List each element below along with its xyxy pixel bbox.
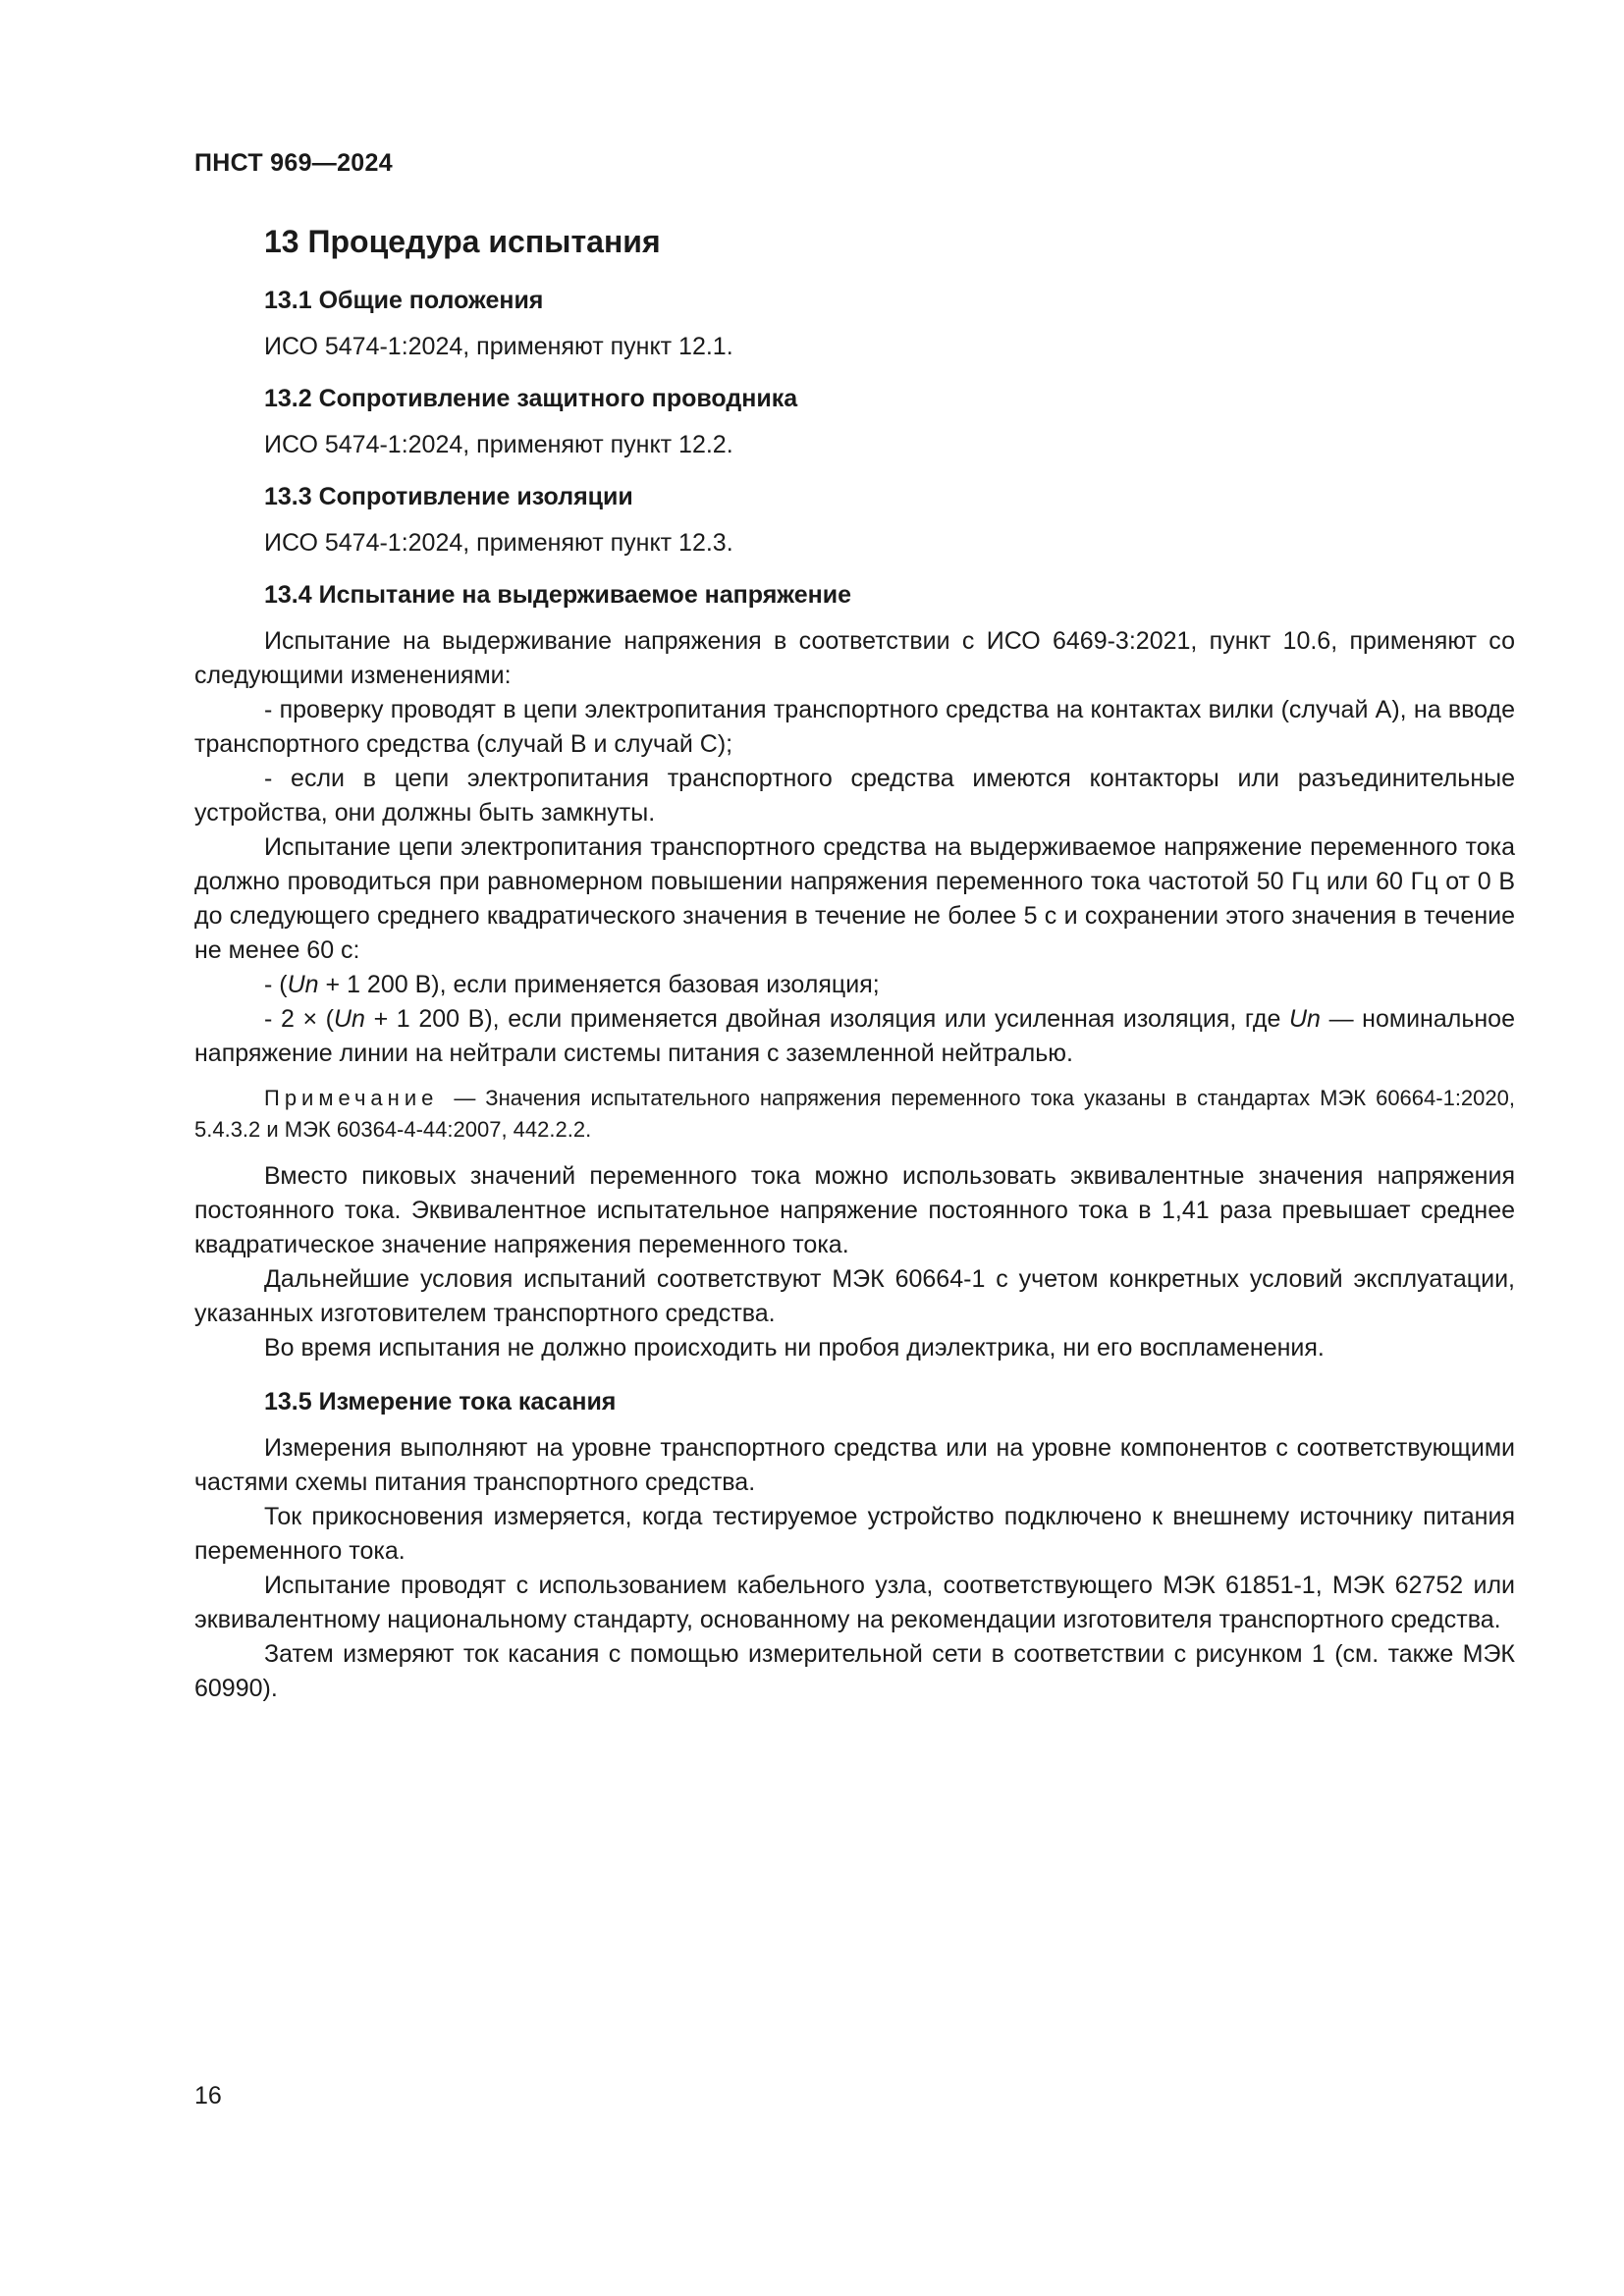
paragraph: Во время испытания не должно происходить ни пробоя диэлектрика, ни его воспламенения. [264, 1334, 1325, 1362]
subsection-13-2-text: ИСО 5474-1:2024, применяют пункт 12.2. [264, 431, 733, 458]
text-fragment: - ( [264, 971, 288, 998]
note-label: Примечание [264, 1086, 439, 1110]
subsection-13-4-title: 13.4 Испытание на выдерживаемое напряжение [264, 581, 851, 609]
list-item: - если в цепи электропитания транспортного средства имеются контакторы или разъединительные устройства, они должны быть замкнуты. [194, 765, 1515, 827]
text-fragment: + 1 200 В), если применяется двойная изоляция или усиленная изоляция, где [364, 1005, 1289, 1033]
variable-un: Un [1288, 1005, 1321, 1033]
note [194, 1083, 1515, 1146]
paragraph: Вместо пиковых значений переменного тока можно использовать эквивалентные значения напряжения постоянного тока. Эквивалентное испытательное напряжение постоянного тока в 1,41 раза превышает среднее квадратическое значение напряжения переменного тока. [194, 1162, 1515, 1258]
list-item [194, 1002, 1515, 1071]
subsection-13-2-title: 13.2 Сопротивление защитного проводника [264, 385, 798, 412]
note-text: — Значения испытательного напряжения переменного тока указаны в стандартах МЭК 60664-1:2020, 5.4.3.2 и МЭК 60364-4-44:2007, 442.2.2. [194, 1086, 1515, 1142]
document-header: ПНСТ 969—2024 [194, 149, 393, 177]
text-fragment: — номинальное напряжение линии на нейтрали системы питания с заземленной нейтралью. [194, 1005, 1515, 1067]
page-number: 16 [194, 2082, 222, 2109]
variable-un: Un [334, 1005, 365, 1033]
subsection-13-3-text: ИСО 5474-1:2024, применяют пункт 12.3. [264, 529, 733, 557]
paragraph: Затем измеряют ток касания с помощью измерительной сети в соответствии с рисунком 1 (см. также МЭК 60990). [194, 1640, 1515, 1702]
variable-un: Un [287, 971, 319, 998]
list-item: - проверку проводят в цепи электропитания транспортного средства на контактах вилки (случай А), на вводе транспортного средства (случай В и случай С); [194, 696, 1515, 758]
paragraph: Испытание проводят с использованием кабельного узла, соответствующего МЭК 61851-1, МЭК 62752 или эквивалентному национальному стандарту, основанному на рекомендации изготовителя транспортного средства. [194, 1572, 1515, 1633]
section-title: 13 Процедура испытания [264, 224, 661, 259]
list-item [194, 968, 1515, 1002]
paragraph: Измерения выполняют на уровне транспортного средства или на уровне компонентов с соответствующими частями схемы питания транспортного средства. [194, 1434, 1515, 1496]
subsection-13-3-title: 13.3 Сопротивление изоляции [264, 483, 633, 510]
subsection-13-1-title: 13.1 Общие положения [264, 287, 544, 314]
paragraph: Ток прикосновения измеряется, когда тестируемое устройство подключено к внешнему источнику питания переменного тока. [194, 1503, 1515, 1565]
subsection-13-5-title: 13.5 Измерение тока касания [264, 1388, 617, 1415]
document-body [194, 221, 1515, 1706]
text-fragment: + 1 200 В), если применяется базовая изоляция; [318, 971, 880, 998]
subsection-13-1-text: ИСО 5474-1:2024, применяют пункт 12.1. [264, 333, 733, 360]
paragraph: Дальнейшие условия испытаний соответствуют МЭК 60664-1 с учетом конкретных условий эксплуатации, указанных изготовителем транспортного средства. [194, 1265, 1515, 1327]
paragraph: Испытание на выдерживание напряжения в соответствии с ИСО 6469-3:2021, пункт 10.6, применяют со следующими изменениями: [194, 627, 1515, 689]
paragraph: Испытание цепи электропитания транспортного средства на выдерживаемое напряжение переменного тока должно проводиться при равномерном повышении напряжения переменного тока частотой 50 Гц или 60 Гц от 0 В до следующего среднего квадратического значения в течение не более 5 с и сохранении этого значения в течение не менее 60 с: [194, 833, 1515, 964]
text-fragment: - 2 × ( [264, 1005, 334, 1033]
